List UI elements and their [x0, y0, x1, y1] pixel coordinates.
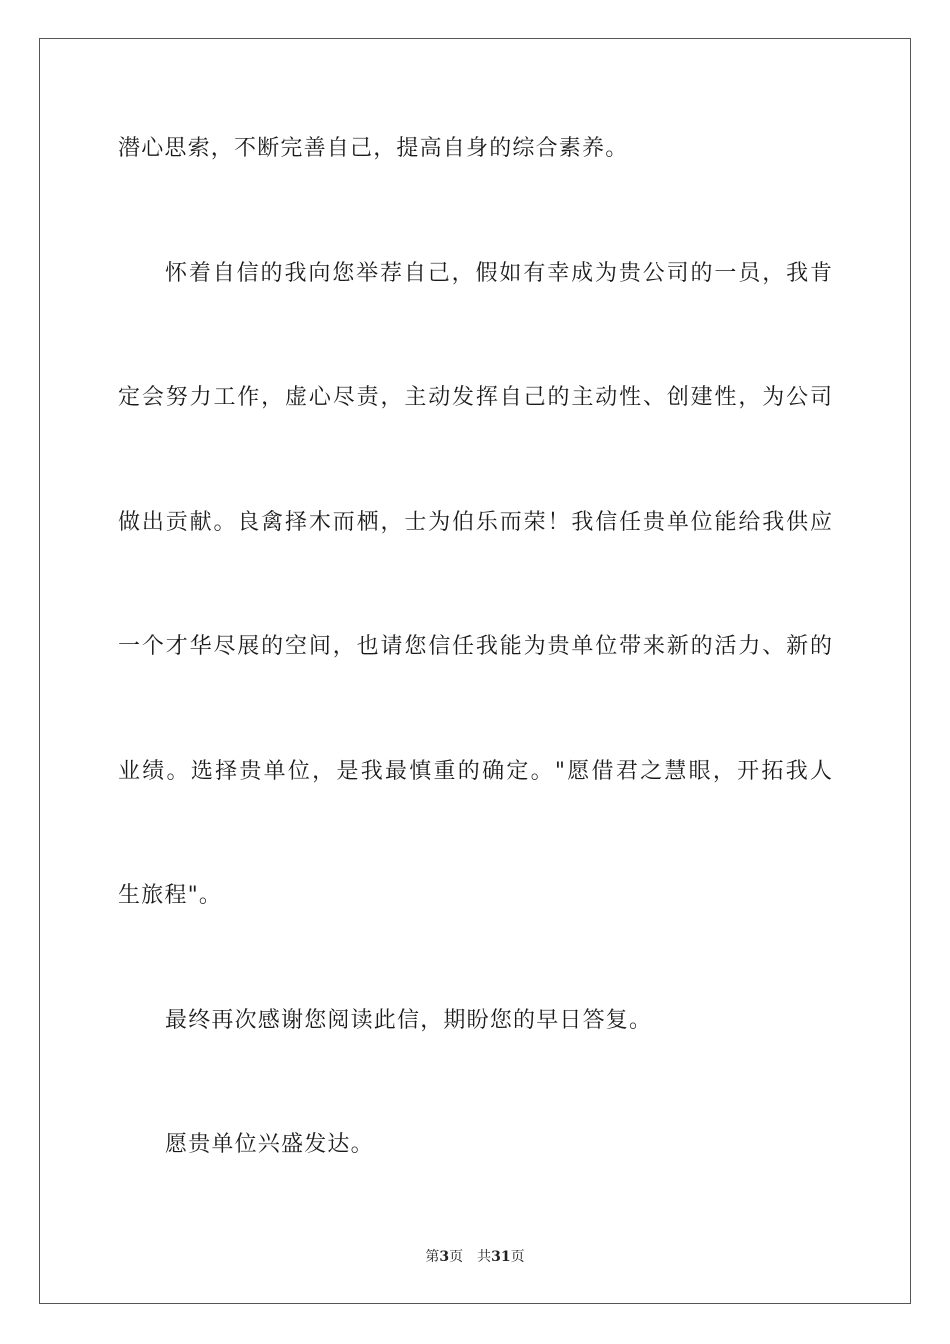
paragraph-line: 潜心思索，不断完善自己，提高自身的综合素养。 — [118, 136, 629, 161]
page-border — [39, 38, 911, 1304]
paragraph-line: 最终再次感谢您阅读此信，期盼您的早日答复。 — [165, 1008, 653, 1033]
paragraph-line: 做出贡献。良禽择木而栖，士为伯乐而荣！我信任贵单位能给我供应 — [118, 510, 832, 535]
paragraph-line: 怀着自信的我向您举荐自己，假如有幸成为贵公司的一员，我肯 — [165, 261, 832, 286]
total-prefix: 共 — [477, 1249, 492, 1265]
paragraph-line: 业绩。选择贵单位，是我最慎重的确定。"愿借君之慧眼，开拓我人 — [118, 759, 832, 784]
paragraph-line: 愿贵单位兴盛发达。 — [165, 1132, 374, 1157]
page-footer — [0, 1248, 950, 1266]
page-number: 3 — [439, 1249, 450, 1265]
paragraph-line: 生旅程"。 — [118, 883, 223, 908]
total-pages: 31 — [491, 1249, 511, 1265]
paragraph-line: 一个才华尽展的空间，也请您信任我能为贵单位带来新的活力、新的 — [118, 634, 832, 659]
total-suffix: 页 — [510, 1249, 525, 1265]
page-prefix: 第 — [425, 1249, 440, 1265]
page-suffix: 页 — [449, 1249, 464, 1265]
paragraph-line: 定会努力工作，虚心尽责，主动发挥自己的主动性、创建性，为公司 — [118, 385, 832, 410]
